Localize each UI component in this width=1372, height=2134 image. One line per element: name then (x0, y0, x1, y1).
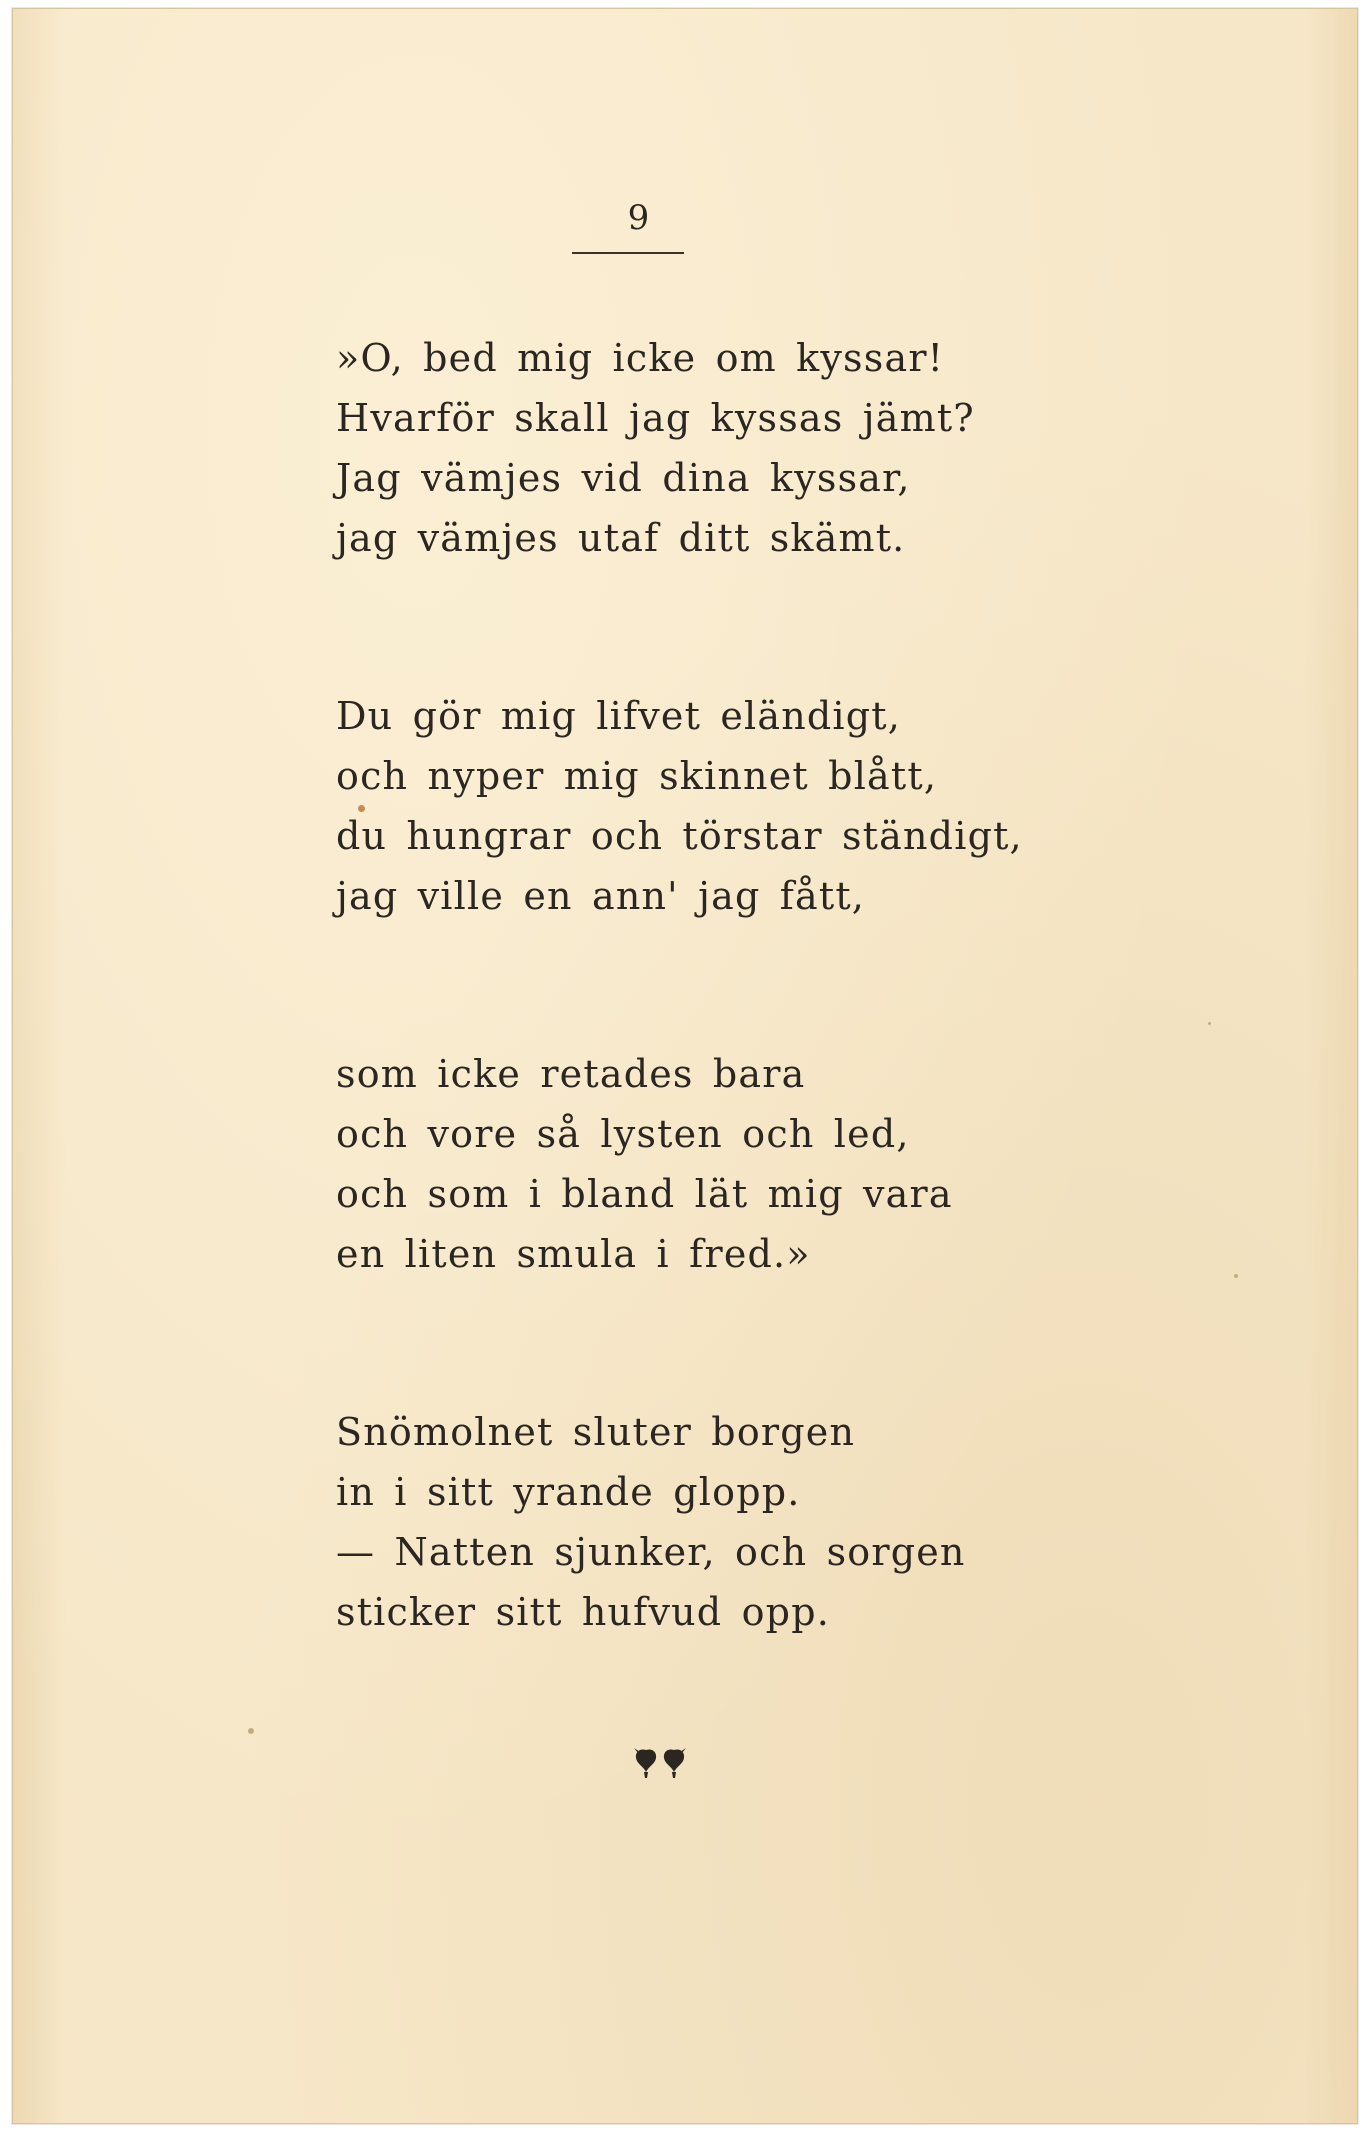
poem-line: en liten smula i fred.» (336, 1232, 811, 1276)
header-rule (572, 252, 684, 254)
page-number (12, 198, 1358, 238)
poem-line: som icke retades bara (336, 1052, 806, 1096)
book-page (12, 8, 1358, 2124)
poem-line: — Natten sjunker, och sorgen (336, 1530, 966, 1574)
page-number-text: 9 (627, 198, 651, 238)
stanza-4 (336, 1402, 1096, 1642)
poem-line: in i sitt yrande glopp. (336, 1470, 801, 1514)
stanza-1 (336, 328, 1096, 568)
poem-line: »O, bed mig icke om kyssar! (336, 336, 945, 380)
stanza-3 (336, 1044, 1096, 1284)
poem-line: Snömolnet sluter borgen (336, 1410, 856, 1454)
paper-speck (358, 805, 365, 812)
fleuron-icon (632, 1744, 688, 1780)
stanza-2 (336, 686, 1096, 926)
poem-line: Jag vämjes vid dina kyssar, (336, 456, 911, 500)
poem-line: och som i bland lät mig vara (336, 1172, 953, 1216)
poem-line: du hungrar och törstar ständigt, (336, 814, 1023, 858)
poem-line: jag vämjes utaf ditt skämt. (336, 516, 906, 560)
poem-line: och vore så lysten och led, (336, 1112, 910, 1156)
poem-line: jag ville en ann' jag fått, (336, 874, 866, 918)
paper-speck (1208, 1022, 1211, 1025)
paper-speck (248, 1728, 254, 1734)
poem-line: och nyper mig skinnet blått, (336, 754, 938, 798)
poem-line: Du gör mig lifvet eländigt, (336, 694, 902, 738)
poem-line: Hvarför skall jag kyssas jämt? (336, 396, 975, 440)
poem-line: sticker sitt hufvud opp. (336, 1590, 831, 1634)
paper-speck (1234, 1274, 1238, 1278)
poem (336, 328, 1096, 1642)
